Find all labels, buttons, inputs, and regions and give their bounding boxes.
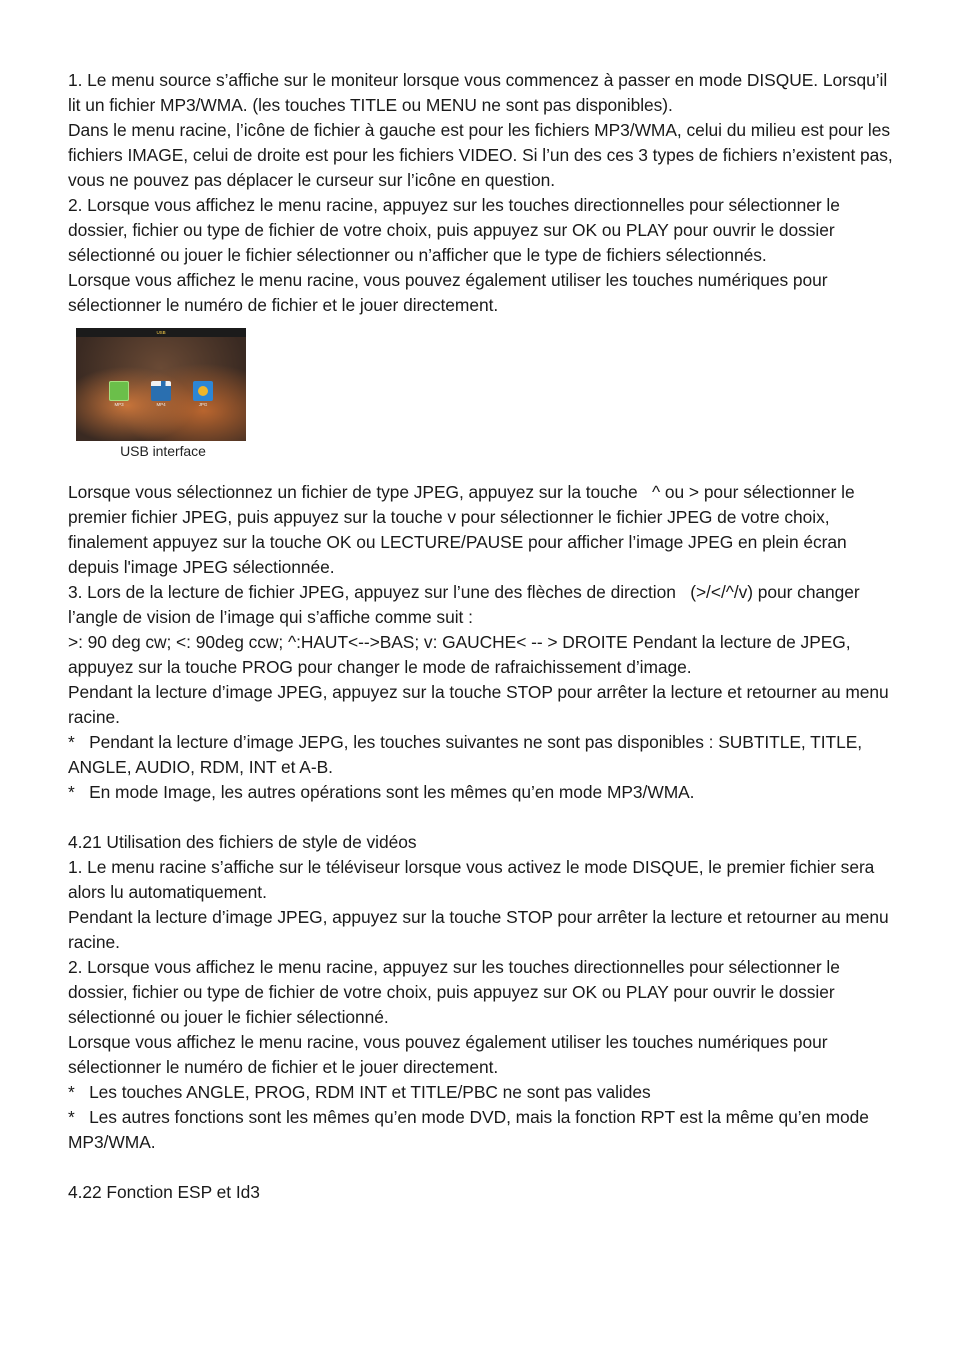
paragraph: Lorsque vous sélectionnez un fichier de type JPEG, appuyez sur la touche ^ ou > pour sélectionner le premier fichier JPEG, puis appuyez sur la touche v pour sélectionner le fichier JPEG de votre choix, finalement appuyez sur la touche OK ou LECTURE/PAUSE pour afficher l’image JPEG en plein écran depuis l'image JPEG sélectionnée.	[68, 482, 860, 577]
mp3-file-icon	[106, 381, 132, 409]
paragraph: Pendant la lecture d’image JPEG, appuyez sur la touche STOP pour arrêter la lecture et retourner au menu racine.	[68, 907, 894, 952]
paragraph: Lorsque vous affichez le menu racine, vous pouvez également utiliser les touches numériques pour sélectionner le numéro de fichier et le jouer directement.	[68, 1032, 833, 1077]
bullet-note: * En mode Image, les autres opérations sont les mêmes qu’en mode MP3/WMA.	[68, 782, 695, 802]
usb-menu-screenshot	[76, 328, 246, 442]
icon-label: JPG	[198, 402, 208, 407]
paragraph: 1. Le menu source s’affiche sur le moniteur lorsque vous commencez à passer en mode DISQUE. Lorsqu’il lit un fichier MP3/WMA. (les touches TITLE ou MENU ne sont pas disponibles).	[68, 70, 892, 115]
document-page	[68, 68, 898, 1205]
bullet-note: * Les touches ANGLE, PROG, RDM INT et TITLE/PBC ne sont pas valides	[68, 1082, 651, 1102]
bullet-note: * Pendant la lecture d’image JEPG, les touches suivantes ne sont pas disponibles : SUBTITLE, TITLE, ANGLE, AUDIO, RDM, INT et A-B.	[68, 732, 866, 777]
spacer	[68, 805, 898, 830]
section-heading: 4.22 Fonction ESP et Id3	[68, 1182, 260, 1202]
section-heading: 4.21 Utilisation des fichiers de style de vidéos	[68, 832, 417, 852]
mp4-file-icon	[148, 381, 174, 409]
file-type-icons	[76, 381, 246, 409]
figure-caption: USB interface	[74, 441, 252, 461]
music-icon	[109, 381, 129, 401]
jpg-file-icon	[190, 381, 216, 409]
paragraph: Pendant la lecture d’image JPEG, appuyez sur la touche STOP pour arrêter la lecture et retourner au menu racine.	[68, 682, 894, 727]
paragraph: Dans le menu racine, l’icône de fichier à gauche est pour les fichiers MP3/WMA, celui du milieu est pour les fichiers IMAGE, celui de droite est pour les fichiers VIDEO. Si l’un des ces 3 types de fichiers n’existent pas, vous ne pouvez pas déplacer le curseur sur l’icône en question.	[68, 120, 898, 190]
paragraph: 2. Lorsque vous affichez le menu racine, appuyez sur les touches directionnelles pour sélectionner le dossier, fichier ou type de fichier de votre choix, puis appuyez sur OK ou PLAY pour ouvrir le dossier sélectionné ou jouer le fichier sélectionner ou n’afficher que le type de fichiers sélectionnés.	[68, 195, 845, 265]
paragraph: >: 90 deg cw; <: 90deg ccw; ^:HAUT<-->BAS; v: GAUCHE< -- > DROITE Pendant la lecture de JPEG, appuyez sur la touche PROG pour changer le mode de rafraichissement d’image.	[68, 632, 856, 677]
paragraph: 1. Le menu racine s’affiche sur le téléviseur lorsque vous activez le mode DISQUE, le premier fichier sera alors lu automatiquement.	[68, 857, 880, 902]
clapperboard-icon	[151, 381, 171, 401]
paragraph: 3. Lors de la lecture de fichier JPEG, appuyez sur l’une des flèches de direction (>/</^/v) pour changer l’angle de vision de l’image qui s’affiche comme suit :	[68, 582, 865, 627]
paragraph: 2. Lorsque vous affichez le menu racine, appuyez sur les touches directionnelles pour sélectionner le dossier, fichier ou type de fichier de votre choix, puis appuyez sur OK ou PLAY pour ouvrir le dossier sélectionné ou jouer le fichier sélectionné.	[68, 957, 845, 1027]
icon-label: MP4	[156, 402, 166, 407]
screen-title: USB	[156, 330, 166, 335]
icon-label: MP3	[114, 402, 124, 407]
bullet-note: * Les autres fonctions sont les mêmes qu’en mode DVD, mais la fonction RPT est la même qu’en mode MP3/WMA.	[68, 1107, 874, 1152]
paragraph: Lorsque vous affichez le menu racine, vous pouvez également utiliser les touches numériques pour sélectionner le numéro de fichier et le jouer directement.	[68, 270, 833, 315]
spacer	[68, 1155, 898, 1180]
usb-interface-figure	[74, 328, 252, 466]
picture-icon	[193, 381, 213, 401]
